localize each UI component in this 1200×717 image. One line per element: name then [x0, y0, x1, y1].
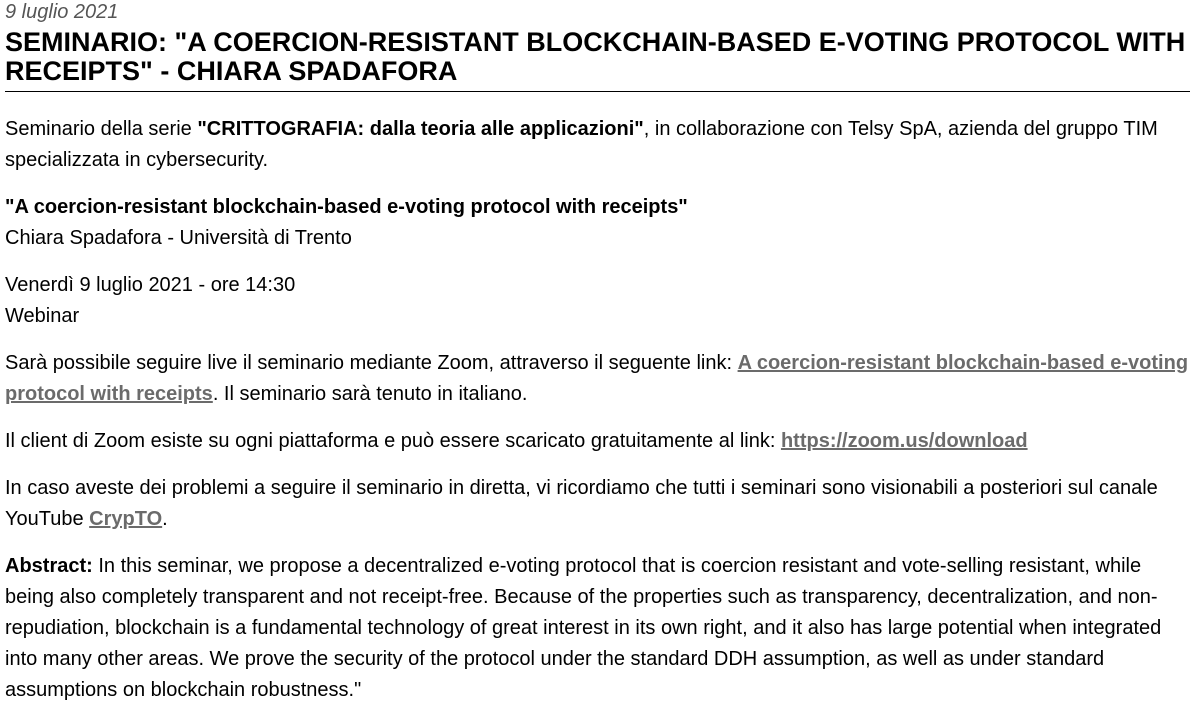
schedule-where: Webinar: [5, 305, 80, 327]
zoom-paragraph: [5, 348, 1190, 410]
intro-prefix: Seminario della serie: [5, 118, 198, 140]
zoom-download-link[interactable]: https://zoom.us/download: [780, 430, 1028, 452]
client-prefix: Il client di Zoom esiste su ogni piattaforma e può essere scaricato gratuitamente al link:: [5, 430, 781, 452]
series-name: "CRITTOGRAFIA: dalla teoria alle applicazioni": [197, 118, 644, 140]
youtube-paragraph: [5, 473, 1190, 535]
youtube-channel-link[interactable]: CrypTO: [89, 508, 163, 530]
zoom-meeting-link[interactable]: A coercion-resistant blockchain-based e-voting protocol with receipts: [5, 352, 1189, 405]
intro-paragraph: [5, 114, 1190, 176]
abstract-paragraph: [5, 551, 1190, 706]
talk-info: [5, 192, 1190, 254]
article-title: SEMINARIO: "A COERCION-RESISTANT BLOCKCHAIN-BASED E-VOTING PROTOCOL WITH RECEIPTS" - CHIARA SPADAFORA: [5, 27, 1186, 86]
article-date: 9 luglio 2021: [5, 1, 119, 23]
intro-suffix: , in collaborazione con Telsy SpA, azienda del gruppo TIM specializzata in cybersecurity.: [5, 118, 1158, 171]
zoom-suffix: . Il seminario sarà tenuto in italiano.: [212, 383, 528, 405]
talk-speaker: Chiara Spadafora - Università di Trento: [5, 227, 352, 249]
youtube-suffix: .: [162, 508, 168, 530]
client-paragraph: [5, 426, 1190, 457]
title-divider: [5, 91, 1190, 92]
youtube-prefix: In caso aveste dei problemi a seguire il seminario in diretta, vi ricordiamo che tutti i seminari sono visionabili a posteriori sul canale YouTube: [5, 477, 1158, 530]
schedule-info: [5, 270, 1190, 332]
schedule-when: Venerdì 9 luglio 2021 - ore 14:30: [5, 274, 296, 296]
abstract-label: Abstract:: [5, 555, 93, 577]
abstract-text: In this seminar, we propose a decentralized e-voting protocol that is coercion resistant and vote-selling resistant, while being also completely transparent and not receipt-free. Because of the properties such as transparency, decentralization, and non-repudiation, blockchain is a fundamental technology of great interest in its own right, and it also has large potential when integrated into many other areas. We prove the security of the protocol under the standard DDH assumption, as well as under standard assumptions on blockchain robustness.": [5, 555, 1162, 701]
talk-title: "A coercion-resistant blockchain-based e-voting protocol with receipts": [5, 196, 688, 218]
zoom-prefix: Sarà possibile seguire live il seminario mediante Zoom, attraverso il seguente link:: [5, 352, 738, 374]
